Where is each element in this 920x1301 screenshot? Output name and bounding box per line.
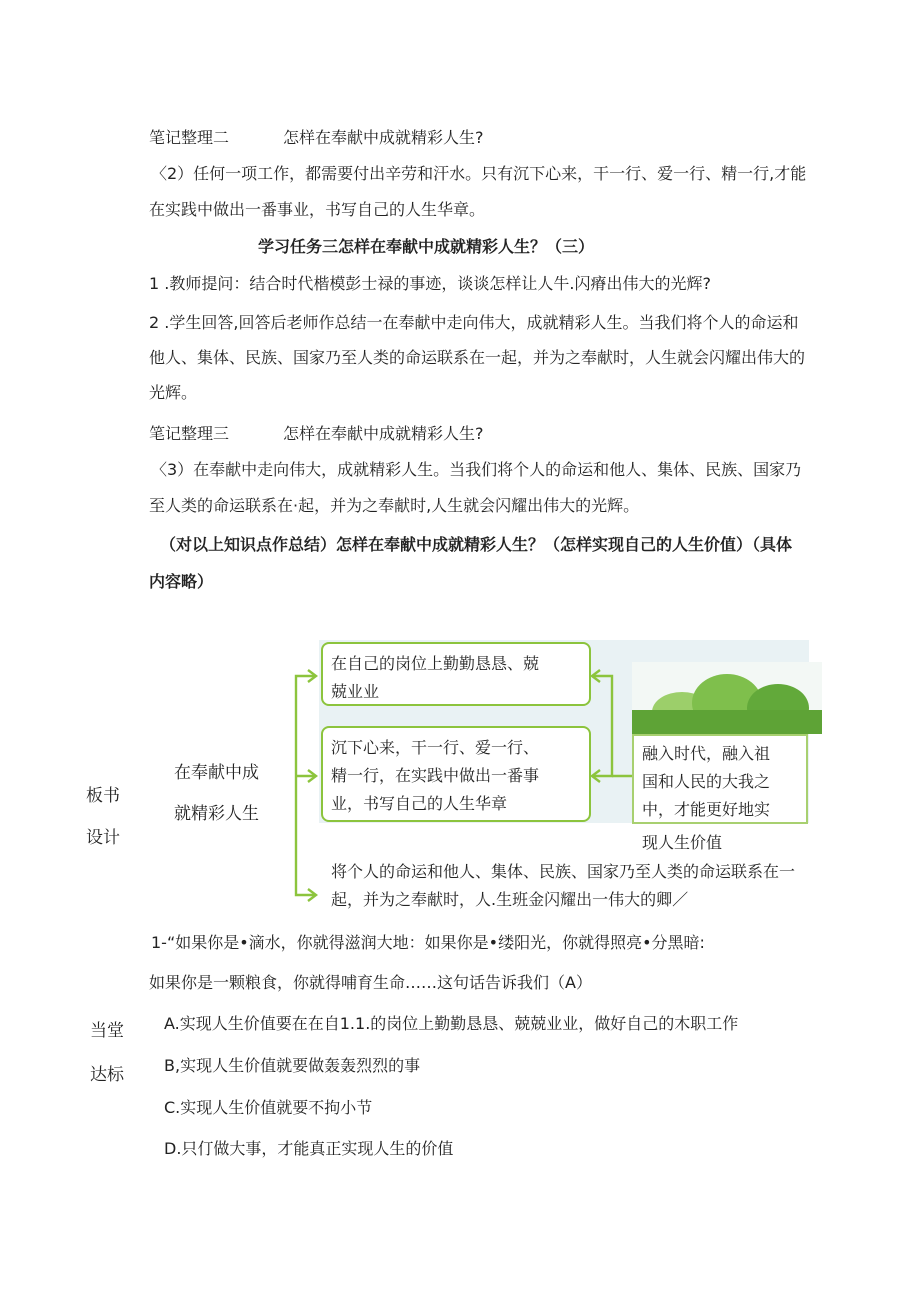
notes2-body-line2: 在实践中做出一番事业，书写自己的人生华章。 [149, 200, 486, 219]
quiz-side-label-2: 达标 [90, 1065, 124, 1085]
board-side-label-1: 板书 [86, 786, 120, 806]
board-box-3 [632, 734, 808, 824]
board-box-2-line-3: 业，书写自己的人生华章 [331, 794, 508, 813]
task3-answer-line1: 2 .学生回答,回答后老师作总结一在奉献中走向伟大，成就精彩人生。当我们将个人的命运和 [149, 313, 799, 332]
board-box-2 [321, 726, 591, 822]
board-box-2-line-2: 精一行，在实践中做出一番事 [331, 766, 540, 785]
summary-line2: 内容略） [149, 572, 214, 591]
board-box-1-line-2: 兢业业 [331, 682, 380, 701]
board-center-line-1: 在奉献中成 [174, 763, 259, 783]
board-side-label-2: 设计 [86, 828, 120, 848]
notes2-question: 怎样在奉献中成就精彩人生? [283, 128, 484, 147]
task3-question-1: 1 .教师提问：结合时代楷模彭士禄的事迹，谈谈怎样让人牛.闪瘠出伟大的光辉? [149, 274, 711, 293]
board-center-line-2: 就精彩人生 [174, 804, 259, 824]
summary-line1: （对以上知识点作总结）怎样在奉献中成就精彩人生？（怎样实现自己的人生价值）（具体 [160, 535, 793, 554]
quiz-stem-line1: 1-“如果你是•滴水，你就得滋润大地：如果你是•缕阳光，你就得照亮•分黑暗: [151, 933, 705, 952]
board-box-2-line-1: 沉下心来，干一行、爱一行、 [331, 738, 540, 757]
board-box-3-line-1: 融入时代，融入祖 [642, 744, 771, 763]
board-box-3-line-3: 中，才能更好地实 [642, 800, 771, 819]
task3-heading: 学习任务三怎样在奉献中成就精彩人生？（三） [258, 237, 595, 256]
quiz-option-b: B,实现人生价值就要做轰轰烈烈的事 [164, 1056, 421, 1075]
board-bottom-line-2: 起，并为之奉献时，人.生班金闪耀出一伟大的卿／ [331, 890, 689, 909]
quiz-stem-line2: 如果你是一颗粮食，你就得哺育生命……这句话告诉我们（A） [149, 973, 592, 992]
notes2-label: 笔记整理二 [149, 128, 230, 147]
board-box-1-line-1: 在自己的岗位上勤勤恳恳、兢 [331, 654, 540, 673]
board-bottom-line-1: 将个人的命运和他人、集体、民族、国家乃至人类的命运联系在一 [331, 862, 796, 881]
board-box-3-tail: 现人生价值 [642, 833, 723, 852]
notes2-body-line1: 〈2）任何一项工作，都需要付出辛劳和汗水。只有沉下心来，干一行、爱一行、精一行,才能 [151, 164, 807, 183]
board-box-3-line-2: 国和人民的大我之 [642, 772, 771, 791]
quiz-option-a: A.实现人生价值要在在自1.1.的岗位上勤勤恳恳、兢兢业业，做好自己的木职工作 [164, 1014, 739, 1033]
left-bracket-line [296, 676, 314, 895]
quiz-option-d: D.只仃做大事，才能真正实现人生的价值 [164, 1139, 454, 1158]
task3-answer-line2: 他人、集体、民族、国家乃至人类的命运联系在一起，并为之奉献时，人生就会闪耀出伟大的 [149, 348, 806, 367]
board-box-1 [321, 642, 591, 706]
notes3-question: 怎样在奉献中成就精彩人生? [283, 424, 484, 443]
task3-answer-line3: 光辉。 [149, 383, 198, 402]
quiz-option-c: C.实现人生价值就要不拘小节 [164, 1098, 373, 1117]
quiz-side-label-1: 当堂 [90, 1021, 124, 1041]
right-bracket-line [594, 676, 612, 776]
notes3-body-line1: 〈3）在奉献中走向伟大，成就精彩人生。当我们将个人的命运和他人、集体、民族、国家乃 [151, 460, 802, 479]
notes3-body-line2: 至人类的命运联系在·起，并为之奉献时,人生就会闪耀出伟大的光辉。 [149, 496, 640, 515]
notes3-label: 笔记整理三 [149, 424, 230, 443]
